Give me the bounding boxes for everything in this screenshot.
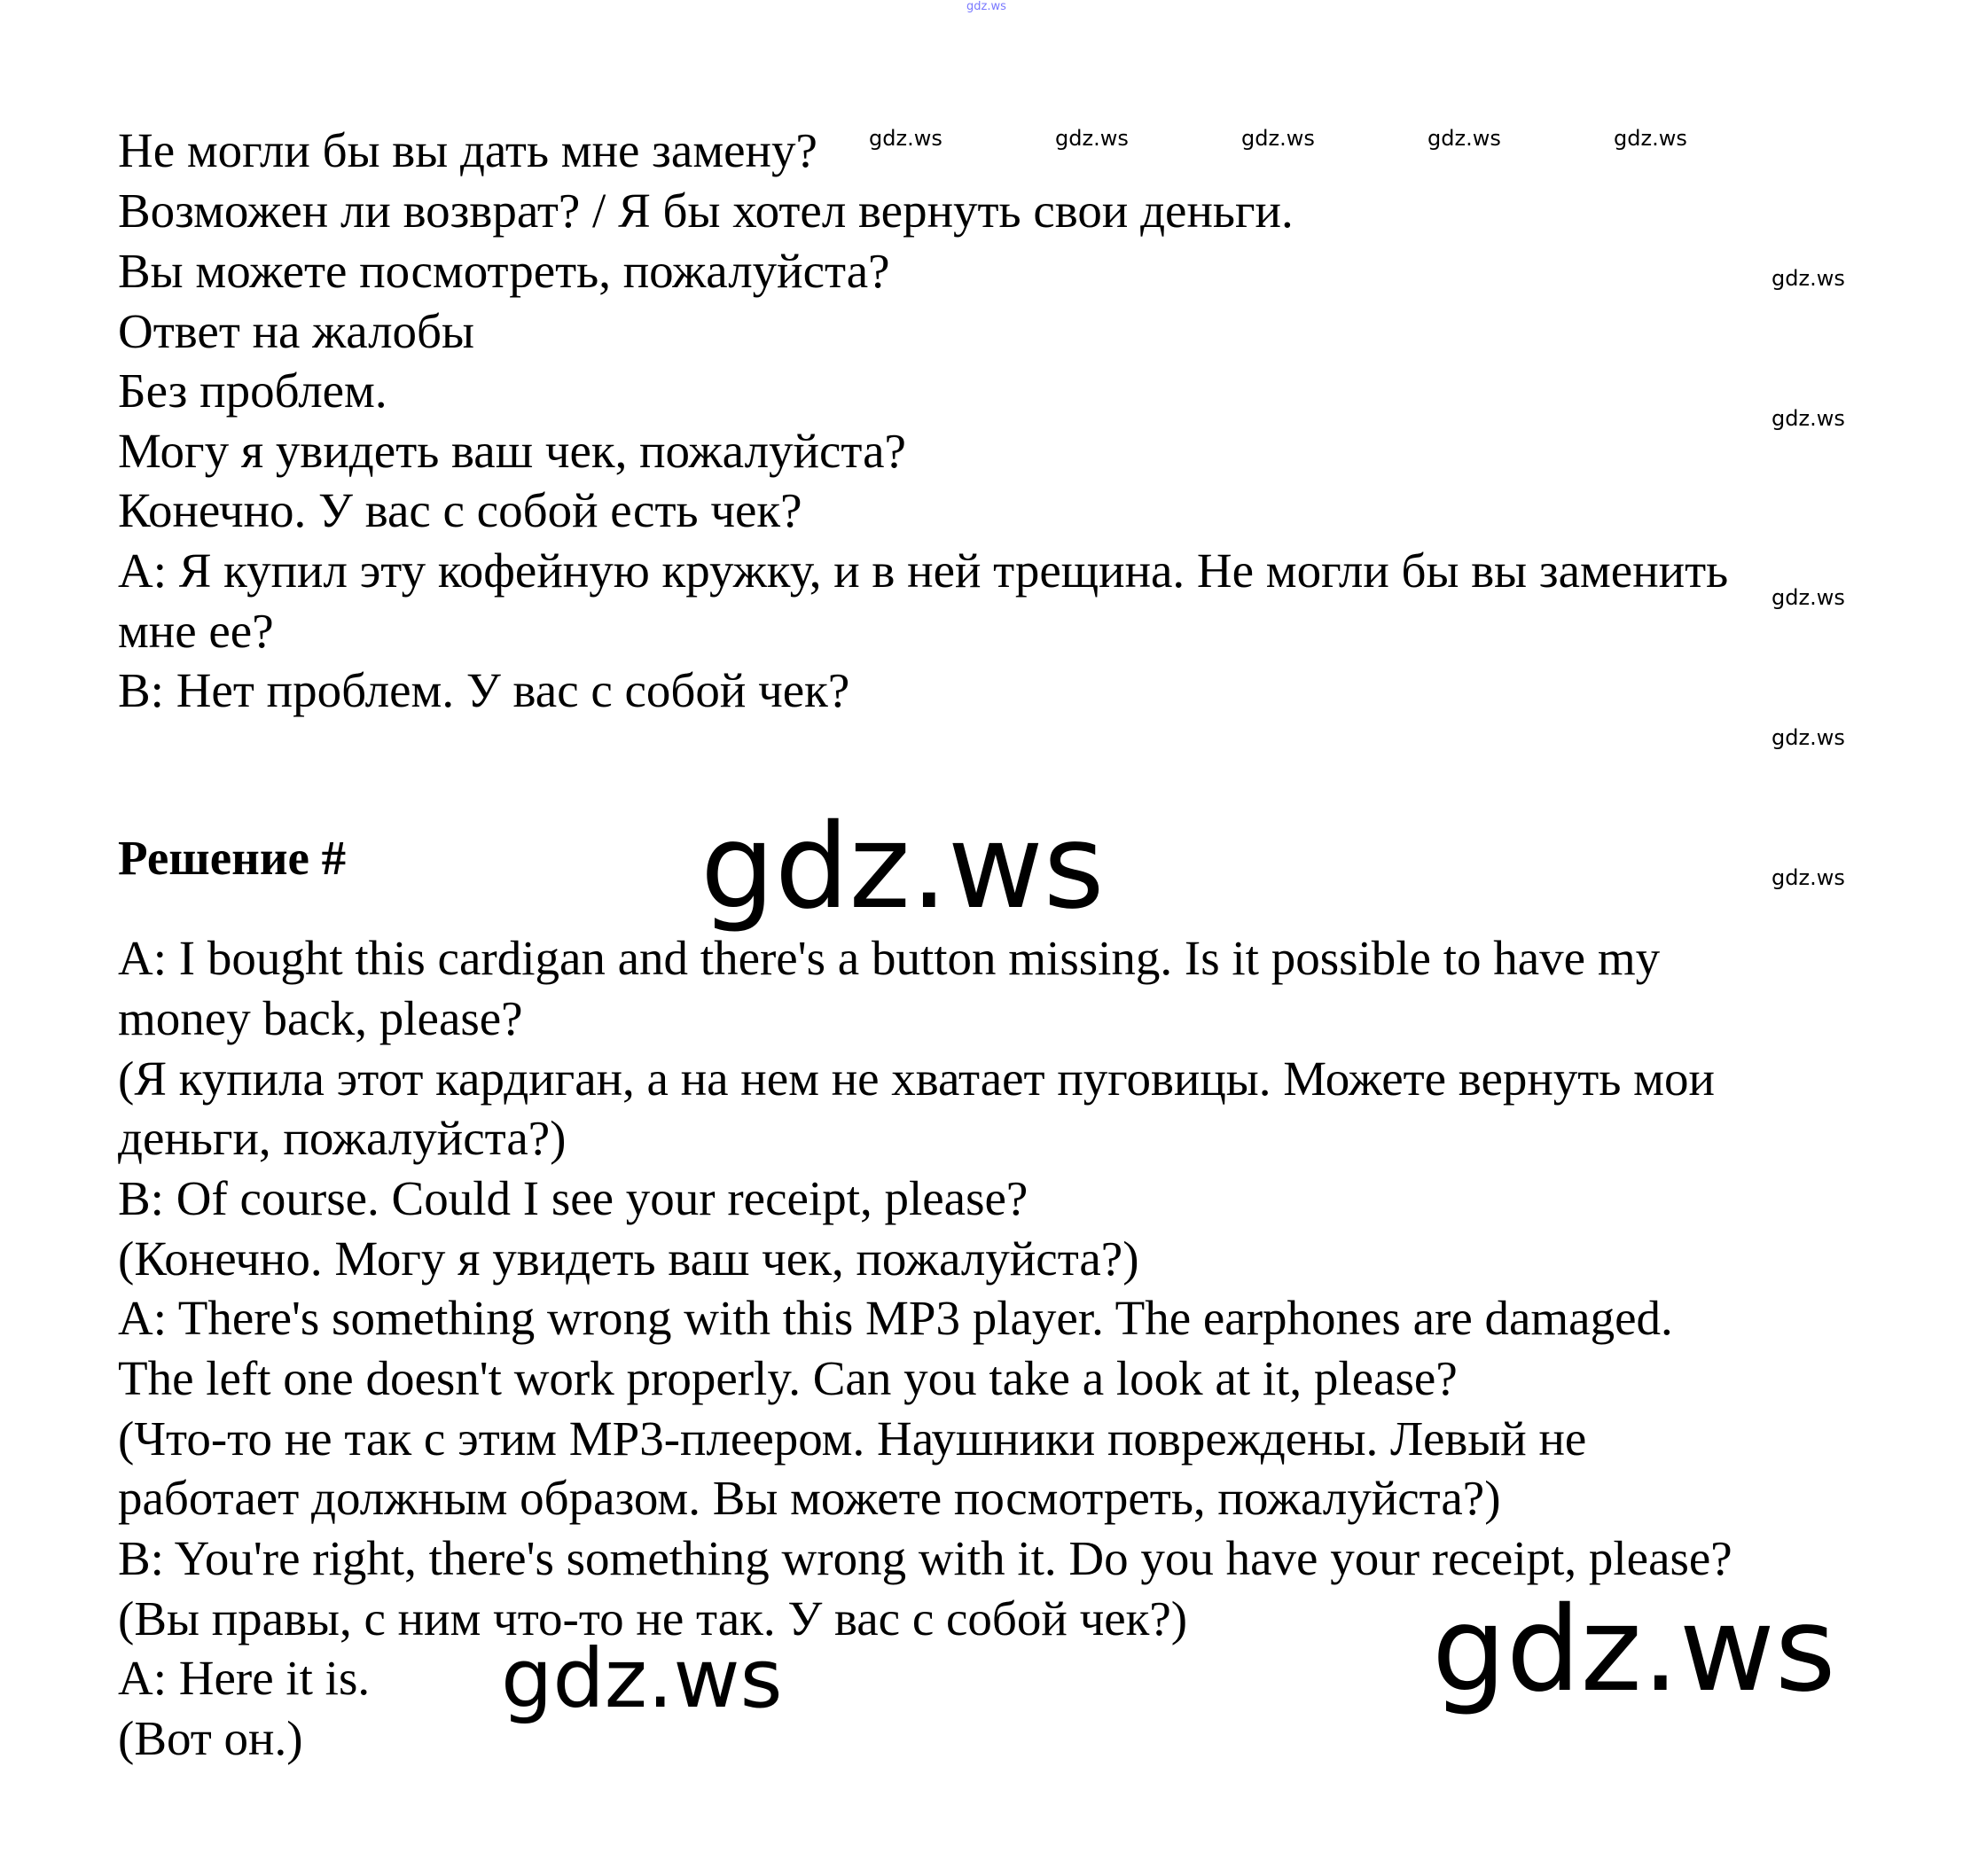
solution-line: (Конечно. Могу я увидеть ваш чек, пожалуйста?) bbox=[118, 1231, 1139, 1286]
solution-line: (Я купила этот кардиган, а на нем не хватает пуговицы. Можете вернуть мои bbox=[118, 1051, 1715, 1106]
watermark-label: gdz.ws bbox=[1427, 126, 1501, 151]
solution-line: B: Of course. Could I see your receipt, please? bbox=[118, 1171, 1029, 1225]
solution-line: (Вот он.) bbox=[118, 1711, 303, 1765]
translation-line: Могу я увидеть ваш чек, пожалуйста? bbox=[118, 424, 906, 478]
watermark-label: gdz.ws bbox=[1772, 865, 1845, 890]
watermark-label: gdz.ws bbox=[1772, 585, 1845, 610]
watermark-label: gdz.ws bbox=[1772, 406, 1845, 431]
watermark-large: gdz.ws bbox=[1432, 1582, 1836, 1718]
watermark-label: gdz.ws bbox=[1772, 266, 1845, 291]
solution-line: A: There's something wrong with this MP3 player. The earphones are damaged. bbox=[118, 1291, 1673, 1345]
solution-line: B: You're right, there's something wrong with it. Do you have your receipt, please? bbox=[118, 1531, 1732, 1585]
watermark-large: gdz.ws bbox=[700, 799, 1105, 935]
translation-line: Вы можете посмотреть, пожалуйста? bbox=[118, 244, 890, 298]
solution-line: деньги, пожалуйста?) bbox=[118, 1111, 567, 1165]
solution-line: The left one doesn't work properly. Can you take a look at it, please? bbox=[118, 1351, 1458, 1405]
watermark-medium: gdz.ws bbox=[501, 1631, 783, 1726]
solution-line: money back, please? bbox=[118, 991, 523, 1045]
solution-line: A: I bought this cardigan and there's a button missing. Is it possible to have my bbox=[118, 931, 1661, 985]
translation-line: Возможен ли возврат? / Я бы хотел вернуть свои деньги. bbox=[118, 184, 1294, 238]
translation-line: Без проблем. bbox=[118, 363, 387, 418]
solution-line: A: Here it is. bbox=[118, 1651, 371, 1705]
watermark-label: gdz.ws bbox=[1055, 126, 1129, 151]
watermark-label: gdz.ws bbox=[1241, 126, 1315, 151]
translation-line: А: Я купил эту кофейную кружку, и в ней трещина. Не могли бы вы заменить bbox=[118, 543, 1729, 598]
solution-line: (Что-то не так с этим MP3-плеером. Наушники повреждены. Левый не bbox=[118, 1411, 1587, 1466]
solution-heading: Решение # bbox=[118, 831, 347, 885]
translation-line: Конечно. У вас с собой есть чек? bbox=[118, 483, 802, 537]
translation-line: мне ее? bbox=[118, 604, 274, 658]
solution-line: (Вы правы, с ним что-то не так. У вас с собой чек?) bbox=[118, 1591, 1188, 1645]
watermark-label: gdz.ws bbox=[1614, 126, 1687, 151]
top-watermark: gdz.ws bbox=[966, 0, 1006, 13]
solution-line: работает должным образом. Вы можете посмотреть, пожалуйста?) bbox=[118, 1471, 1501, 1525]
translation-line: Не могли бы вы дать мне замену? bbox=[118, 123, 817, 177]
translation-line: Ответ на жалобы bbox=[118, 304, 474, 358]
translation-line: В: Нет проблем. У вас с собой чек? bbox=[118, 663, 850, 717]
watermark-label: gdz.ws bbox=[869, 126, 942, 151]
watermark-label: gdz.ws bbox=[1772, 725, 1845, 750]
